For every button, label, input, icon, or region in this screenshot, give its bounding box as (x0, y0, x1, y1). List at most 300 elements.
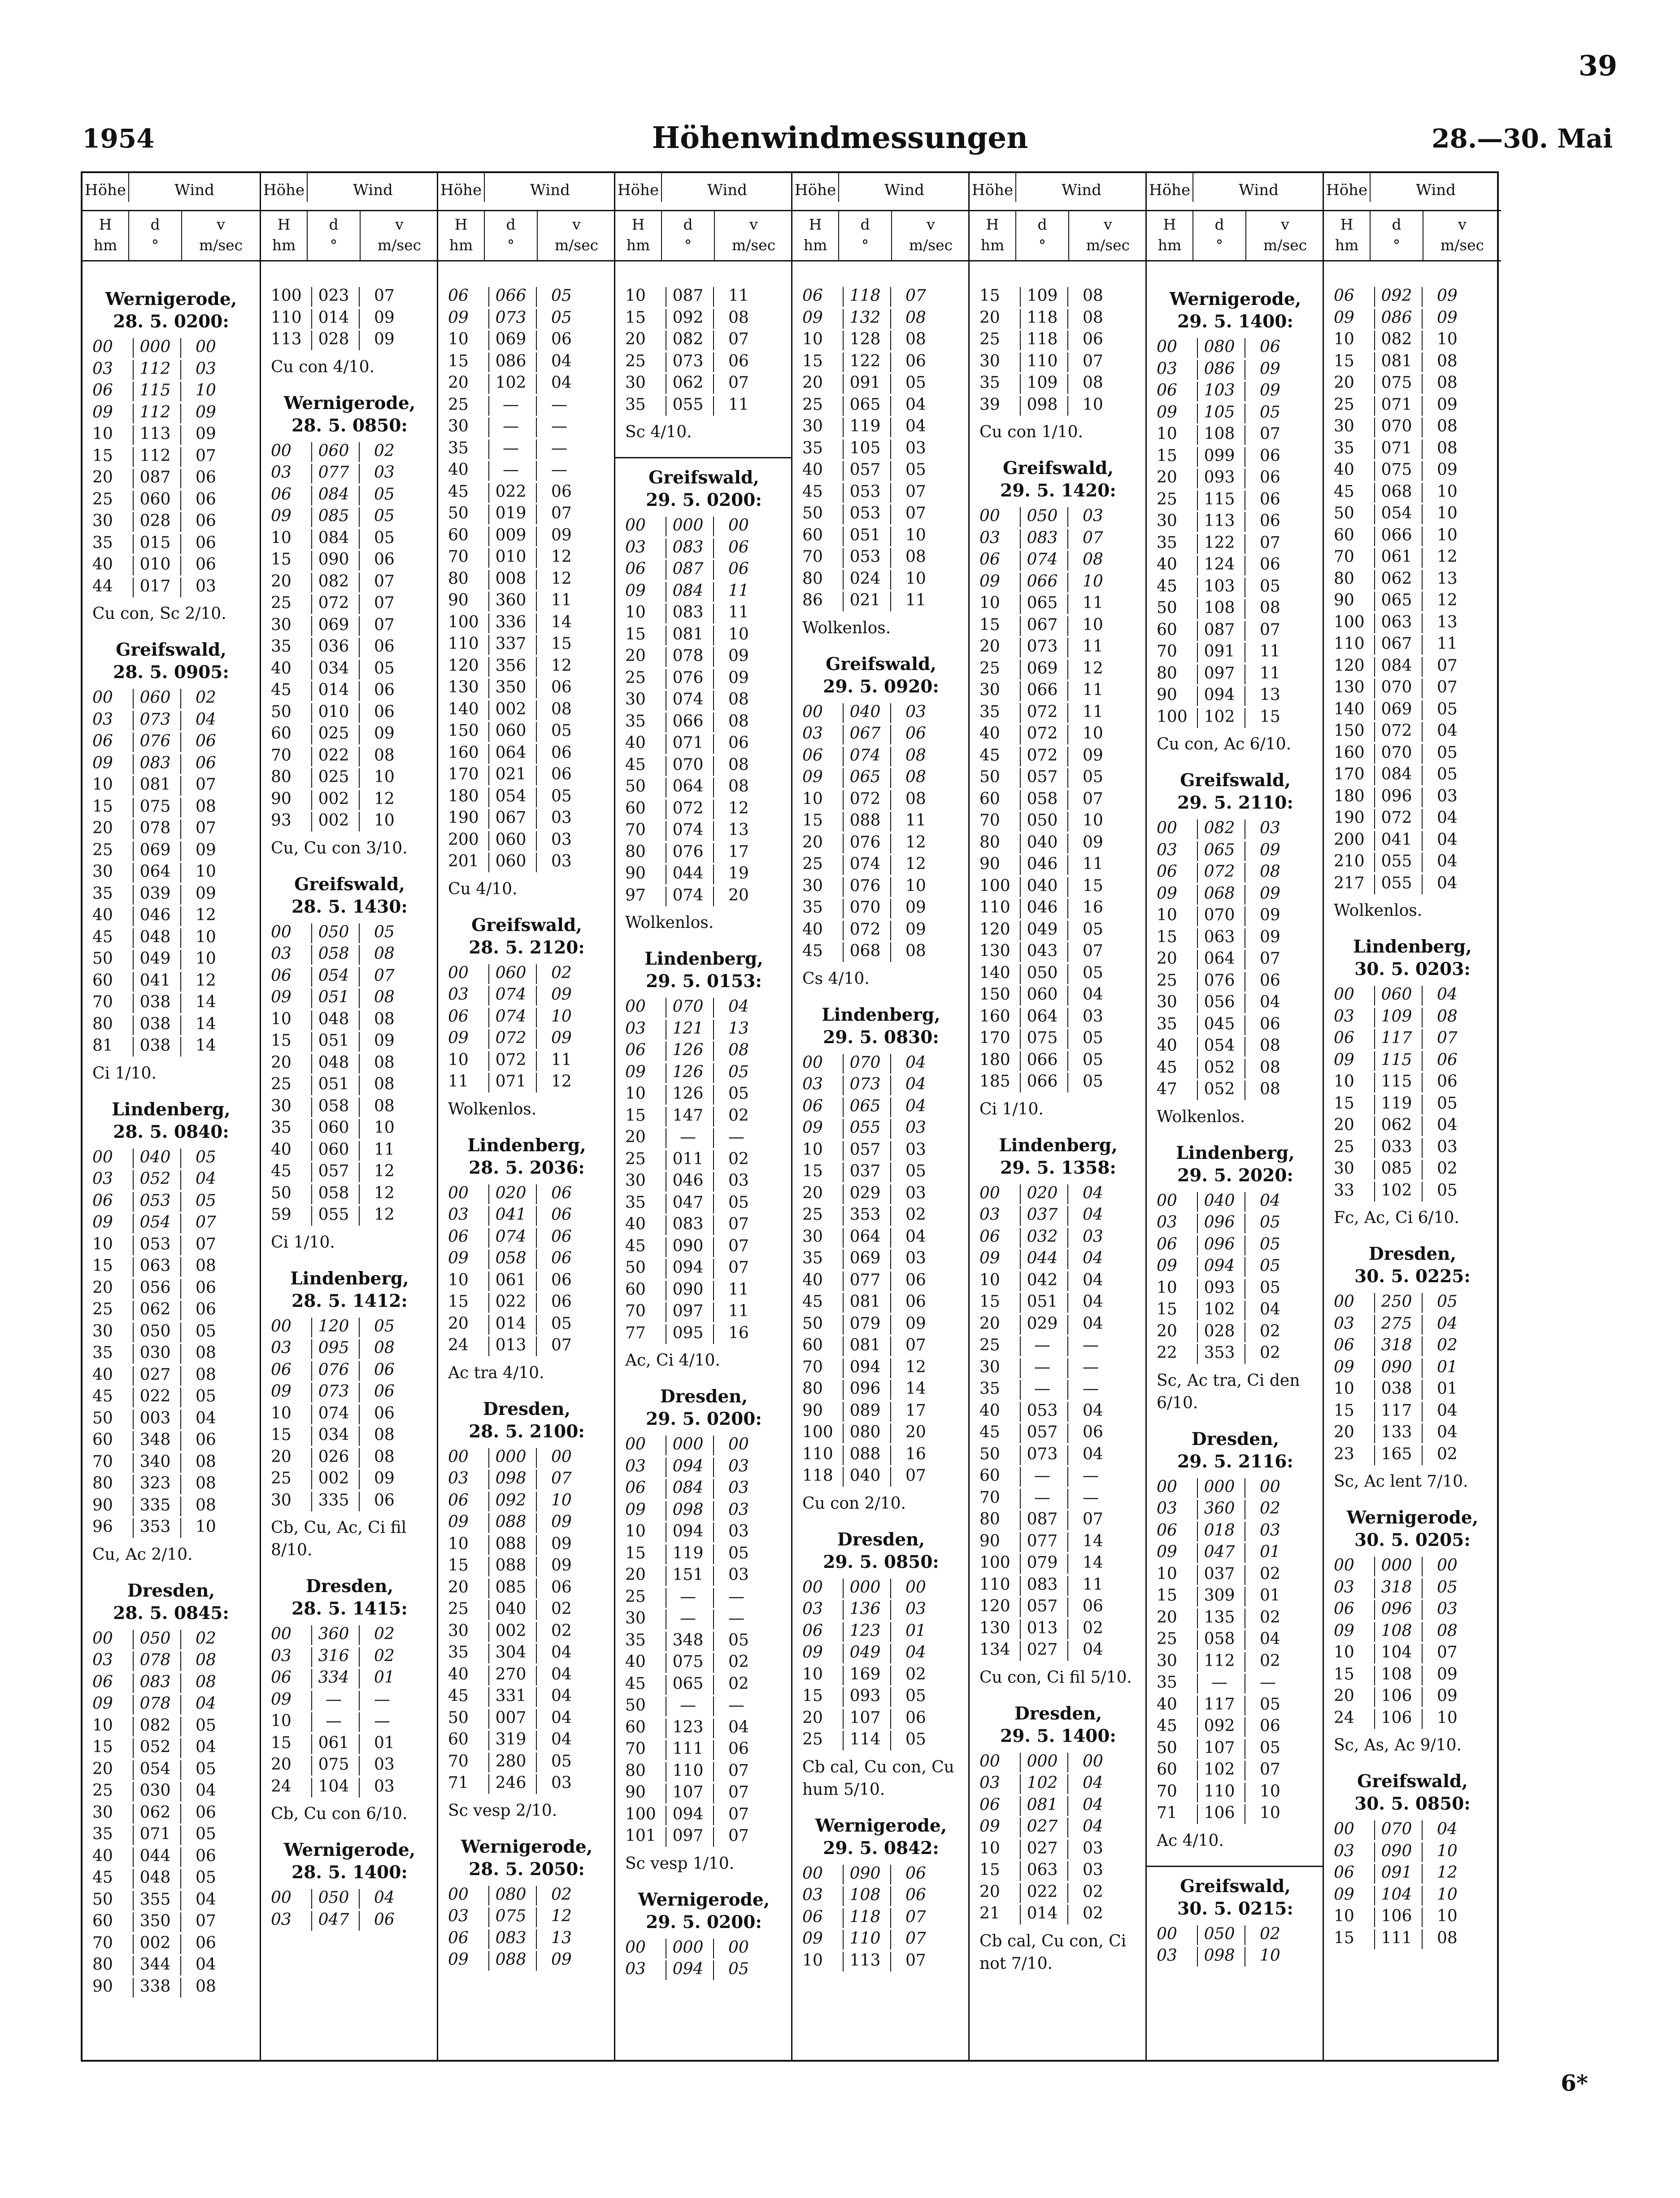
speed-cell: 10 (1437, 1907, 1458, 1925)
height-cell: 81 (92, 1036, 113, 1055)
direction-cell: 060 (318, 1119, 349, 1137)
height-cell: 71 (1157, 1804, 1177, 1822)
height-cell: 10 (802, 1140, 823, 1159)
speed-cell: 06 (551, 743, 572, 762)
direction-cell: 073 (672, 352, 704, 370)
height-cell: 30 (448, 417, 469, 435)
direction-cell: 049 (1027, 920, 1058, 939)
table-row (261, 1711, 438, 1732)
direction-cell: 073 (318, 1382, 349, 1401)
speed-cell: 04 (196, 1781, 216, 1800)
table-row (792, 853, 970, 875)
direction-cell: 024 (849, 569, 881, 588)
speed-cell: 05 (1260, 1235, 1280, 1254)
table-row (83, 1516, 260, 1538)
table-row (438, 1049, 615, 1071)
height-cell: 09 (92, 753, 113, 772)
speed-cell: 11 (551, 591, 572, 609)
speed-cell: 06 (551, 1249, 572, 1267)
height-cell: 30 (92, 1322, 113, 1341)
speed-cell: 06 (374, 1382, 395, 1401)
direction-cell: 062 (1381, 569, 1412, 588)
height-cell: 00 (1157, 1477, 1177, 1496)
height-cell: 06 (448, 1491, 469, 1510)
direction-cell: 088 (495, 1513, 527, 1531)
height-cell: 60 (625, 1280, 646, 1299)
height-cell: 40 (448, 461, 469, 479)
speed-cell: 06 (196, 555, 216, 574)
direction-cell: 102 (1204, 707, 1235, 726)
height-cell: 40 (1157, 1036, 1177, 1055)
speed-cell: 08 (374, 1426, 395, 1444)
table-row (1324, 1598, 1501, 1620)
height-cell: 140 (1334, 700, 1365, 718)
direction-cell: 355 (139, 1890, 171, 1909)
height-cell: 20 (1334, 374, 1354, 392)
direction-cell: 092 (1204, 1717, 1235, 1735)
height-cell: 15 (625, 625, 646, 644)
height-cell: 09 (1334, 308, 1354, 327)
table-row (1147, 948, 1324, 970)
table-row (261, 810, 438, 832)
table-row (970, 1071, 1147, 1093)
speed-cell: 12 (551, 1072, 572, 1091)
height-cell: 60 (625, 799, 646, 818)
direction-cell: 060 (318, 1140, 349, 1159)
direction-cell: 353 (1204, 1344, 1235, 1362)
cloud-note: Cu 4/10. (448, 879, 518, 898)
station-heading: Lindenberg, 29. 5. 0153: (644, 949, 763, 992)
direction-cell: 334 (318, 1668, 349, 1687)
height-cell: 09 (1334, 1885, 1354, 1904)
table-row (615, 1782, 792, 1804)
height-cell: 00 (1334, 1556, 1354, 1575)
height-cell: 22 (1157, 1344, 1177, 1362)
table-row (1324, 1685, 1501, 1707)
height-cell: 03 (1334, 1578, 1354, 1597)
speed-cell: 09 (196, 884, 216, 903)
direction-cell: 064 (672, 777, 704, 796)
table-row (438, 568, 615, 590)
table-row (83, 905, 260, 927)
direction-cell: 096 (1381, 1600, 1412, 1618)
direction-cell: 070 (1204, 906, 1235, 924)
height-cell: 70 (1157, 642, 1177, 661)
table-row (438, 1511, 615, 1533)
speed-cell: 06 (551, 330, 572, 348)
speed-cell: 09 (1083, 746, 1103, 765)
table-row (83, 970, 260, 992)
height-cell: 100 (1157, 707, 1188, 726)
table-row (261, 329, 438, 351)
height-cell: 170 (1334, 765, 1365, 783)
height-cell: 70 (92, 1933, 113, 1952)
direction-cell: 088 (495, 1556, 527, 1575)
height-cell: 30 (92, 862, 113, 881)
direction-cell: 062 (1381, 1116, 1412, 1134)
table-row (970, 788, 1147, 810)
table-row (615, 819, 792, 841)
direction-cell: 075 (1027, 1029, 1058, 1047)
table-row (83, 818, 260, 840)
direction-cell: 123 (849, 1621, 881, 1640)
speed-cell: 03 (374, 1755, 395, 1774)
table-row (615, 558, 792, 580)
height-cell: 00 (271, 923, 292, 941)
height-cell: 25 (92, 1781, 113, 1800)
table-row (1147, 336, 1324, 358)
table-row (1147, 1255, 1324, 1277)
speed-cell: 10 (551, 1491, 572, 1510)
speed-cell: 09 (374, 724, 395, 743)
height-cell: 15 (979, 287, 1000, 305)
speed-cell: — (728, 1128, 744, 1146)
height-cell: 30 (979, 352, 1000, 370)
direction-cell: 096 (1381, 787, 1412, 805)
speed-cell: 04 (1437, 1314, 1458, 1333)
speed-cell: 03 (728, 1457, 749, 1475)
direction-cell: 062 (672, 374, 704, 392)
table-row (261, 943, 438, 965)
direction-cell: 077 (318, 463, 349, 482)
direction-cell: 082 (1381, 330, 1412, 348)
table-row (438, 1226, 615, 1248)
speed-cell: 01 (374, 1733, 395, 1752)
direction-cell: 113 (1204, 512, 1235, 530)
direction-cell: 066 (672, 712, 704, 731)
height-cell: 00 (448, 1447, 469, 1466)
table-row (970, 1357, 1147, 1379)
speed-cell: 03 (905, 1140, 926, 1159)
direction-cell: 074 (672, 821, 704, 839)
direction-cell: 063 (1204, 927, 1235, 946)
direction-cell: 102 (1204, 1760, 1235, 1779)
direction-cell: 110 (1204, 1782, 1235, 1801)
wind-header: Wind (661, 173, 792, 202)
speed-cell: 05 (728, 1631, 749, 1650)
direction-cell: 102 (1027, 1774, 1058, 1792)
speed-cell: 08 (1437, 417, 1458, 435)
table-row (615, 1456, 792, 1478)
direction-cell: 040 (1027, 833, 1058, 852)
height-cell: 60 (92, 1912, 113, 1930)
speed-cell: 05 (1437, 743, 1458, 762)
speed-cell: 04 (1083, 985, 1103, 1004)
speed-cell: 05 (1083, 920, 1103, 939)
height-cell: 20 (1157, 1608, 1177, 1627)
direction-cell: 072 (1381, 809, 1412, 827)
height-cell: 60 (1157, 620, 1177, 639)
table-row (792, 1096, 970, 1118)
speed-cell: 08 (905, 308, 926, 327)
height-cell: 20 (271, 572, 292, 591)
direction-cell: 066 (1027, 1072, 1058, 1091)
height-cell: 25 (271, 1469, 292, 1488)
table-row (83, 1408, 260, 1430)
height-cell: 06 (1157, 1235, 1177, 1254)
direction-cell: 348 (139, 1431, 171, 1449)
direction-cell: 082 (318, 572, 349, 591)
speed-cell: 10 (1083, 572, 1103, 591)
speed-cell: — (728, 1587, 744, 1606)
table-row (792, 394, 970, 416)
table-column (791, 173, 970, 2060)
speed-cell: 03 (1083, 1007, 1103, 1026)
station-heading: Greifswald, 29. 5. 2110: (1177, 770, 1293, 813)
speed-cell: 06 (1260, 555, 1280, 574)
direction-cell: 073 (495, 308, 527, 327)
table-row (261, 1009, 438, 1031)
height-cell: 06 (802, 1097, 823, 1115)
height-cell: 113 (271, 330, 302, 348)
direction-cell: 128 (849, 330, 881, 348)
station-heading: Greifswald, 30. 5. 0215: (1177, 1876, 1293, 1919)
height-unit-header: H hm (980, 216, 1005, 254)
speed-cell: 06 (196, 753, 216, 772)
height-cell: 06 (92, 1191, 113, 1210)
table-row (1324, 1093, 1501, 1115)
height-cell: 09 (1334, 1621, 1354, 1640)
table-row (438, 1884, 615, 1906)
table-row (615, 307, 792, 329)
direction-cell: 061 (495, 1271, 527, 1289)
direction-cell: 071 (1381, 395, 1412, 414)
direction-cell: 000 (139, 338, 171, 356)
height-cell: 33 (1334, 1181, 1354, 1200)
table-row (83, 1650, 260, 1671)
speed-cell: 05 (905, 1730, 926, 1749)
direction-cell: 112 (139, 359, 171, 378)
direction-cell: 076 (849, 833, 881, 852)
height-cell: 06 (802, 1621, 823, 1640)
table-row (970, 1618, 1147, 1640)
direction-cell: 055 (1381, 852, 1412, 870)
height-cell: 70 (625, 1740, 646, 1758)
direction-cell: 075 (318, 1755, 349, 1774)
direction-cell: 066 (1381, 526, 1412, 544)
speed-cell: 05 (551, 1752, 572, 1771)
table-row (1147, 423, 1324, 445)
wind-header: Wind (484, 173, 615, 202)
cloud-note: Cs 4/10. (802, 969, 870, 988)
height-cell: 20 (271, 1755, 292, 1774)
table-row (792, 766, 970, 788)
direction-cell: 094 (672, 1522, 704, 1541)
height-cell: 00 (92, 1629, 113, 1648)
height-cell: 09 (802, 1119, 823, 1137)
height-cell: 06 (92, 1672, 113, 1691)
speed-cell: 04 (551, 1708, 572, 1727)
direction-cell: 080 (1204, 338, 1235, 356)
speed-cell: 07 (374, 572, 395, 591)
table-row (1324, 677, 1501, 699)
height-cell: 30 (271, 1097, 292, 1115)
table-row (83, 1715, 260, 1737)
direction-cell: 082 (139, 1716, 171, 1735)
speed-cell: 08 (374, 1097, 395, 1115)
table-row (83, 489, 260, 511)
speed-cell: 03 (374, 463, 395, 482)
speed-cell: 10 (196, 949, 216, 968)
direction-cell: 110 (849, 1929, 881, 1948)
table-row (970, 723, 1147, 745)
height-cell: 09 (92, 1213, 113, 1232)
table-row (83, 687, 260, 709)
height-cell: 70 (802, 1358, 823, 1376)
table-row (261, 1316, 438, 1338)
height-cell: 10 (271, 1712, 292, 1730)
table-row (792, 1204, 970, 1226)
height-cell: 09 (271, 1690, 292, 1709)
direction-cell: 054 (1381, 504, 1412, 522)
direction-cell: 002 (318, 789, 349, 808)
table-row (615, 1323, 792, 1345)
direction-cell: 040 (1204, 1191, 1235, 1210)
table-row (1324, 394, 1501, 416)
direction-cell: — (1034, 1488, 1050, 1507)
speed-cell: 02 (551, 1600, 572, 1618)
direction-cell: 119 (1381, 1094, 1412, 1113)
height-cell: 03 (1157, 840, 1177, 859)
table-row (261, 1887, 438, 1909)
table-row (1324, 503, 1501, 525)
height-cell: 10 (1157, 425, 1177, 443)
speed-cell: 03 (1083, 1227, 1103, 1246)
speed-cell: 11 (728, 581, 749, 600)
direction-cell: 037 (849, 1162, 881, 1180)
table-row (970, 1596, 1147, 1618)
table-row (1324, 1422, 1501, 1444)
height-cell: 25 (1157, 490, 1177, 509)
table-row (970, 940, 1147, 962)
direction-cell: 090 (1381, 1841, 1412, 1860)
direction-cell: 105 (849, 439, 881, 457)
height-cell: 03 (979, 1206, 1000, 1224)
speed-cell: 06 (551, 1227, 572, 1246)
direction-cell: 094 (672, 1805, 704, 1824)
height-cell: 70 (979, 811, 1000, 830)
speed-cell: 02 (728, 1674, 749, 1693)
table-row (261, 505, 438, 527)
speed-cell: 06 (1260, 971, 1280, 990)
direction-cell: 071 (1381, 439, 1412, 457)
speed-cell: 03 (905, 439, 926, 457)
direction-cell: 074 (849, 855, 881, 873)
station-heading: Wernigerode, 28. 5. 2050: (461, 1836, 593, 1880)
height-cell: 45 (448, 482, 469, 501)
direction-cell: 057 (1027, 768, 1058, 786)
speed-cell: 02 (728, 1653, 749, 1671)
speed-cell: 13 (1260, 686, 1280, 704)
speed-cell: 09 (551, 985, 572, 1004)
speed-cell: 10 (1260, 1782, 1280, 1801)
height-cell: 10 (448, 330, 469, 348)
table-row (83, 1628, 260, 1650)
direction-cell: 053 (1027, 1401, 1058, 1420)
height-cell: 15 (1157, 927, 1177, 946)
direction-cell: 058 (318, 1097, 349, 1115)
speed-cell: 06 (374, 702, 395, 721)
table-row (615, 1959, 792, 1980)
table-row (261, 788, 438, 810)
height-cell: 15 (802, 352, 823, 370)
cloud-note: Wolkenlos. (448, 1100, 537, 1119)
table-row (261, 766, 438, 788)
direction-cell: 052 (139, 1170, 171, 1188)
table-row (1147, 1672, 1324, 1694)
table-row (1324, 546, 1501, 568)
table-row (792, 897, 970, 919)
height-cell: 10 (92, 1716, 113, 1735)
direction-header: d ° (838, 210, 891, 260)
speed-cell: 05 (1437, 765, 1458, 783)
column-body (1324, 285, 1501, 2060)
table-row (1324, 720, 1501, 742)
table-row (1147, 1014, 1324, 1036)
direction-cell: 083 (139, 753, 171, 772)
height-cell: 160 (979, 1007, 1010, 1026)
speed-cell: 06 (374, 550, 395, 569)
table-row (792, 1357, 970, 1379)
speed-cell: 02 (1083, 1904, 1103, 1923)
direction-cell: 065 (1204, 840, 1235, 859)
speed-cell: 14 (196, 1014, 216, 1033)
direction-cell: 090 (1381, 1358, 1412, 1376)
table-row (83, 532, 260, 554)
height-cell: 40 (1334, 461, 1354, 479)
direction-cell: 070 (1381, 678, 1412, 696)
table-row (970, 832, 1147, 854)
speed-cell: 05 (551, 722, 572, 740)
direction-cell: 060 (1027, 985, 1058, 1004)
direction-cell: 069 (495, 330, 527, 348)
speed-cell: 07 (551, 504, 572, 522)
height-cell: 20 (92, 1278, 113, 1297)
cloud-note: Cu con, Ci fil 5/10. (979, 1668, 1132, 1687)
speed-cell: 04 (1437, 722, 1458, 740)
direction-cell: 070 (672, 755, 704, 774)
height-cell: 30 (1334, 417, 1354, 435)
table-row (615, 1301, 792, 1323)
height-cell: 45 (271, 1162, 292, 1180)
height-cell: 10 (1334, 1907, 1354, 1925)
direction-cell: 061 (1381, 548, 1412, 566)
direction-cell: 081 (1381, 352, 1412, 370)
table-row (438, 1906, 615, 1928)
height-cell: 09 (271, 988, 292, 1006)
direction-cell: 081 (849, 1336, 881, 1354)
height-cell: 09 (1334, 1358, 1354, 1376)
speed-cell: 13 (1437, 569, 1458, 588)
height-cell: 09 (979, 1249, 1000, 1267)
speed-cell: 13 (1437, 613, 1458, 631)
speed-cell: 09 (1437, 1687, 1458, 1705)
speed-cell: 08 (1437, 1621, 1458, 1640)
speed-cell: 12 (728, 799, 749, 818)
speed-cell: — (728, 1609, 744, 1628)
direction-cell: 040 (1027, 876, 1058, 895)
speed-cell: 08 (1083, 550, 1103, 569)
table-row (438, 1772, 615, 1794)
direction-cell: 071 (495, 1072, 527, 1091)
table-row (261, 1117, 438, 1139)
direction-cell: 039 (139, 884, 171, 903)
speed-cell: 07 (728, 1827, 749, 1845)
speed-cell: 10 (905, 876, 926, 895)
height-cell: 100 (448, 613, 479, 631)
speed-cell: 10 (551, 1007, 572, 1026)
table-row (615, 1040, 792, 1062)
